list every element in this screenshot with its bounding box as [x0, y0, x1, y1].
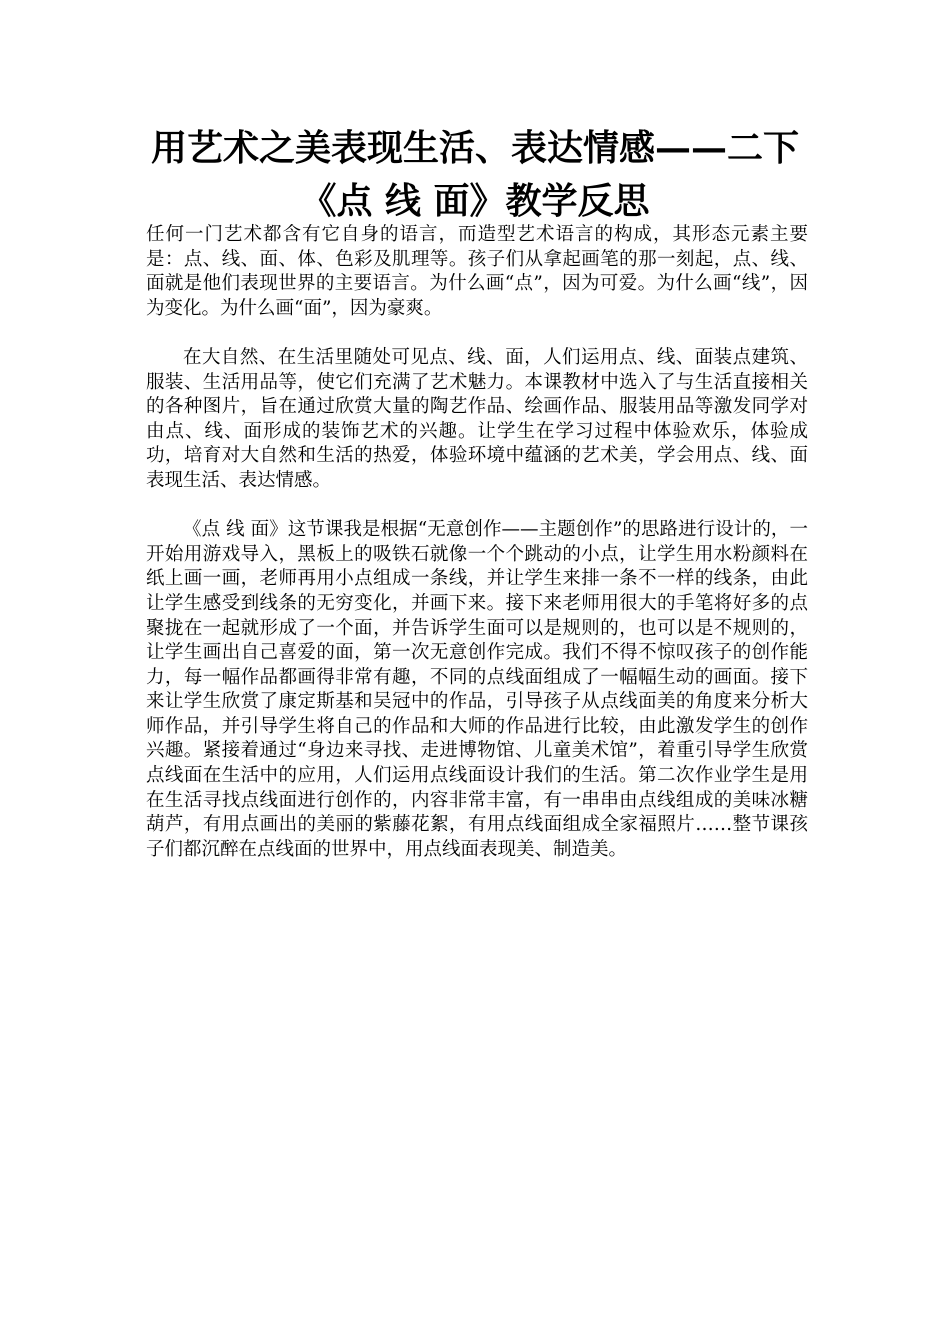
document-body — [146, 223, 808, 862]
paragraph-lesson: 《点 线 面》这节课我是根据“无意创作——主题创作”的思路进行设计的，一开始用游戏导入，黑板上的吸铁石就像一个个跳动的小点，让学生用水粉颜料在纸上画一画，老师再用小点组成一条线，并让学生来排一条不一样的线条，由此让学生感受到线条的无穷变化，并画下来。接下来老师用很大的手笔将好多的点聚拢在一起就形成了一个面，并告诉学生面可以是规则的，也可以是不规则的，让学生画出自己喜爱的面，第一次无意创作完成。我们不得不惊叹孩子的创作能力，每一幅作品都画得非常有趣，不同的点线面组成了一幅幅生动的画面。接下来让学生欣赏了康定斯基和吴冠中的作品，引导孩子从点线面美的角度来分析大师作品，并引导学生将自己的作品和大师的作品进行比较，由此激发学生的创作兴趣。紧接着通过“身边来寻找、走进博物馆、儿童美术馆”，着重引导学生欣赏点线面在生活中的应用，人们运用点线面设计我们的生活。第二次作业学生是用在生活寻找点线面进行创作的，内容非常丰富，有一串串由点线组成的美味冰糖葫芦，有用点画出的美丽的紫藤花絮，有用点线面组成全家福照片……整节课孩子们都沉醉在点线面的世界中，用点线面表现美、制造美。 — [146, 519, 808, 860]
document-title: 用艺术之美表现生活、表达情感——二下《点 线 面》教学反思 — [150, 127, 799, 222]
paragraph-intro: 任何一门艺术都含有它自身的语言，而造型艺术语言的构成，其形态元素主要是：点、线、面、体、色彩及肌理等。孩子们从拿起画笔的那一刻起，点、线、面就是他们表现世界的主要语言。为什么画“点”，因为可爱。为什么画“线”，因为变化。为什么画“面”，因为豪爽。 — [146, 224, 808, 319]
paragraph-nature: 在大自然、在生活里随处可见点、线、面，人们运用点、线、面装点建筑、服装、生活用品等，使它们充满了艺术魅力。本课教材中选入了与生活直接相关的各种图片，旨在通过欣赏大量的陶艺作品、绘画作品、服装用品等激发同学对由点、线、面形成的装饰艺术的兴趣。让学生在学习过程中体验欢乐，体验成功，培育对大自然和生活的热爱，体验环境中蕴涵的艺术美，学会用点、线、面表现生活、表达情感。 — [146, 346, 808, 491]
